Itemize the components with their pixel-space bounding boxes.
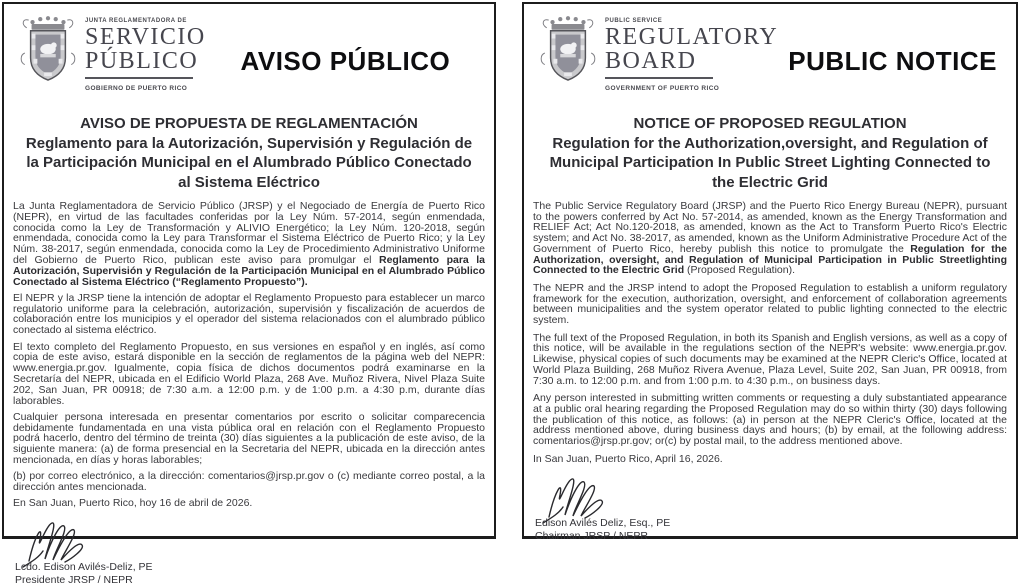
paragraph-3: El texto completo del Reglamento Propuesto, en sus versiones en español y en inglés, así como copia de este aviso, estará disponible en la sección de reglamentos de la página web del NEPR: www.energia.pr.gov. Igualmente, copia física de dichos documentos podrá examinarse en la Secretaría del NEPR, ubicada en el Edificio World Plaza, 268 Ave. Muñoz Rivera, Nivel Plaza Suite 202, San Juan, PR 00918; de 7:30 a.m. a 12:00 p.m. y de 1:00 p.m. a 4:30 p.m, durante días laborables. [13,340,485,407]
notice-subtitle: Regulation for the Authorization,oversight, and Regulation of Municipal Participation In Public Street Lighting Connected to the Electric Grid [549,134,991,191]
spanish-notice-panel [2,2,496,586]
spanish-signature-block [13,517,485,587]
paragraph-1-after: (Proposed Regulation). [684,264,796,277]
signer-name: Edison Avilés Deliz, Esq., PE [535,517,671,530]
dateline: En San Juan, Puerto Rico, hoy 16 de abril de 2026. [13,497,253,510]
signer-title: Chairman JRSP / NEPR [535,530,649,543]
english-header [533,12,1007,104]
jrsp-logo [13,12,206,92]
paragraph-1 [13,201,485,287]
paragraph-4: Any person interested in submitting written comments or requesting a duly substantiated appearance at a public oral hearing regarding the Proposed Regulation may do so within thirty (30) days following the publication of this notice, as follows: (a) in person at the NEPR Cleric's Office, located at the address mentioned above, during business days and hours; (b) by email, at the following address: comentarios@jrsp.pr.gov; or(c) by postal mail, to the address mentioned above. [533,392,1007,448]
paragraph-1-text: La Junta Reglamentadora de Servicio Público (JRSP) y el Negociado de Energía de Puerto Rico (NEPR), en virtud de las facultades conferidas por la Ley Núm. 57-2014, según enmendada, conocida como la Ley de Transformación y ALIVIO Energético; la Ley Núm. 120-2018, según enmendada, conocida como la Ley para Transformar el Sistema Eléctrico de Puerto Rico; y la Ley Núm. 38-2017, según enmendada, conocida como la Ley de Procedimiento Administrativo Uniforme del Gobierno de Puerto Rico, publican este aviso para promulgar el [13,200,485,266]
coat-of-arms-icon [19,14,77,92]
logo-name-line1: REGULATORY [605,24,779,50]
dateline: In San Juan, Puerto Rico, April 16, 2026. [533,452,723,465]
english-headline [533,114,1007,192]
coat-of-arms-icon [539,14,597,92]
notice-subtitle: Reglamento para la Autorización, Supervisión y Regulación de la Participación Municipal en el Alumbrado Público Conectado al Sistema Eléctrico [25,134,473,191]
paragraph-5: (b) por correo electrónico, a la dirección: comentarios@jrsp.pr.gov o (c) mediante correo postal, a la dirección antes mencionada. [13,470,485,494]
paragraph-1-bold: Regulation for the Authorization, oversight, and Regulation of Municipal Participation in Public Streetlighting Connected to the Electric Grid [533,242,1007,277]
paragraph-1 [533,201,1007,276]
logo-government: GOVERNMENT OF PUERTO RICO [605,85,720,92]
notice-title: AVISO DE PROPUESTA DE REGLAMENTACIÓN [80,115,418,132]
jrsp-logo-text [85,12,206,92]
psrb-logo-text [605,12,778,92]
paragraph-1-bold: Reglamento para la Autorización, Supervisión y Regulación de la Participación Municipal en el Alumbrado Público Conectado al Sistema Eléctrico (“Reglamento Propuesto”). [13,253,485,288]
logo-tagline: JUNTA REGLAMENTADORA DE [85,18,187,24]
paragraph-2: The NEPR and the JRSP intend to adopt the Proposed Regulation to establish a uniform regulatory framework for the execution, authorization, oversight, and enforcement of collaboration agreements between municipalities and the system operator related to public lighting connected to the electric system. [533,281,1007,327]
signer-name: Lcdo. Edison Avilés-Deliz, PE [15,560,153,573]
spanish-header [13,12,485,104]
spanish-headline [13,114,485,192]
paragraph-2: El NEPR y la JRSP tiene la intención de adoptar el Reglamento Propuesto para establecer un marco regulatorio uniforme para la celebración, autorización, supervisión y fiscalización de acuerdos de colaboración entre los municipios y el operador del sistema relacionados con el alumbrado público conectado al sistema eléctrico. [13,291,485,337]
psrb-logo [533,12,778,92]
english-body [533,201,1007,471]
spanish-banner-title: AVISO PÚBLICO [240,45,451,76]
logo-divider [605,77,713,79]
logo-divider [85,77,193,79]
paragraph-4: Cualquier persona interesada en presentar comentarios por escrito o solicitar comparecencia debidamente fundamentada en una vista pública oral en relación con el Reglamento Propuesto podrá hacerlo, dentro del término de treinta (30) días siguientes a la publicación de este aviso, de la siguiente manera: (a) de forma presencial en la Secretaria del NEPR, ubicada en la dirección antes mencionada, en días y horas laborables; [13,410,485,467]
logo-name-line1: SERVICIO [85,24,206,50]
paragraph-3: The full text of the Proposed Regulation, in both its Spanish and English versions, as well as a copy of this notice, will be available in the regulations section of the NEPR's website: www.energia.pr.gov. Likewise, physical copies of such documents may be examined at the NEPR Cleric's Office, located at World Plaza Building, 268 Muñoz Rivera Avenue, Plaza Level, Suite 202, San Juan, PR 00918, from 7:30 a.m. to 12:00 p.m. and from 1:00 p.m. to 4:30 p.m., on business days. [533,331,1007,387]
english-notice-panel [522,2,1018,543]
signer-title: Presidente JRSP / NEPR [15,573,133,586]
logo-name-line2: PÚBLICO [85,48,199,74]
paragraph-1-text: The Public Service Regulatory Board (JRSP) and the Puerto Rico Energy Bureau (NEPR), pursuant to the powers conferred by Act No. 57-2014, as amended, known as the Energy Transformation and RELIEF Act; Act No.120-2018, as amended, known as the Act to Transform Puerto Rico's Electric system; and Act No. 38-2017, as amended, known as the Uniform Administrative Procedure Act of the Government of Puerto Rico, hereby publish this notice to promulgate the [533,200,1007,255]
logo-government: GOBIERNO DE PUERTO RICO [85,85,188,92]
logo-tagline: PUBLIC SERVICE [605,18,663,24]
english-signature-block [533,473,1007,543]
english-banner-title: PUBLIC NOTICE [788,45,997,76]
spanish-body [13,201,485,515]
notice-title: NOTICE OF PROPOSED REGULATION [633,115,907,132]
logo-name-line2: BOARD [605,48,697,74]
